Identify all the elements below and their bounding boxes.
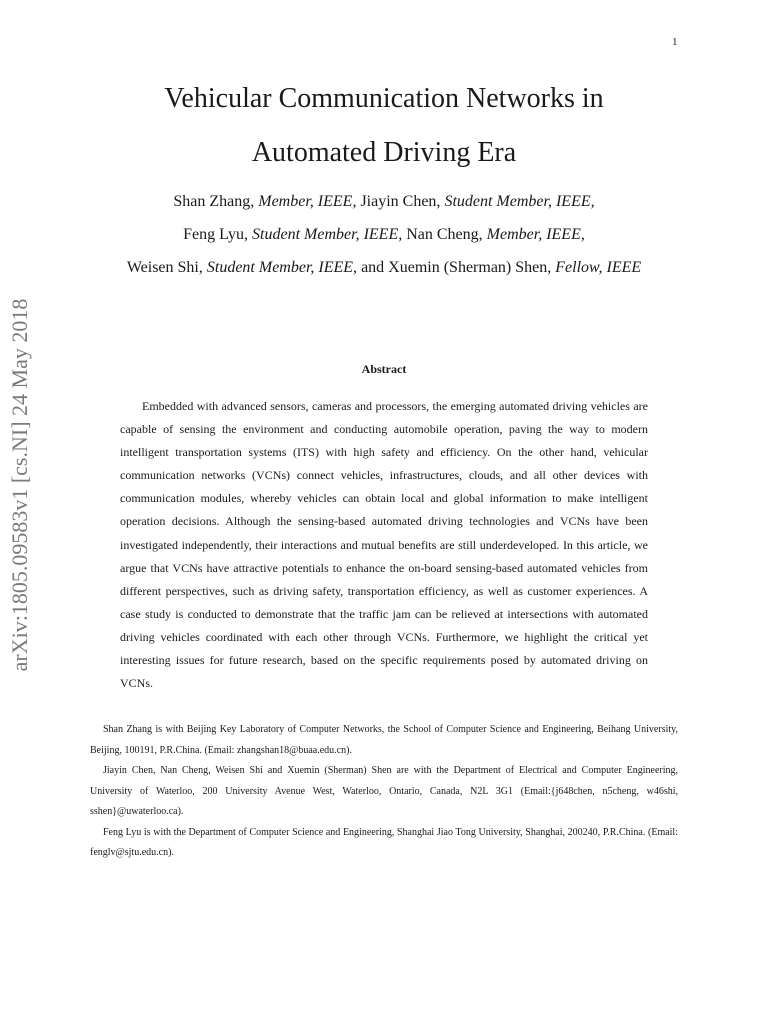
author-block (0, 185, 768, 284)
author-membership: Student Member, IEEE, (206, 259, 358, 276)
page-number: 1 (672, 36, 678, 48)
author-line-1 (0, 185, 768, 218)
abstract-text: Embedded with advanced sensors, cameras and processors, the emerging automated driving vehicles are capable of sensing the environment and conducting automobile operation, paving the way to modern intelligent transportation systems (ITS) with high safety and efficiency. On the other hand, vehicular communication networks (VCNs) connect vehicles, infrastructures, clouds, and all other devices with communication modules, whereby vehicles can obtain local and global information to make intelligent operation decisions. Although the sensing-based automated driving technologies and VCNs have been investigated independently, their interactions and mutual benefits are still underdeveloped. In this article, we argue that VCNs have attractive potentials to enhance the on-board sensing-based automated vehicles from different perspectives, such as driving safety, transportation efficiency, as well as customer experiences. A case study is conducted to demonstrate that the traffic jam can be relieved at intersections with automated driving vehicles coordinated with each other through VCNs. Furthermore, we highlight the critical yet interesting issues for future research, based on the specific requirements posed by automated driving on VCNs. (120, 399, 648, 691)
affiliation-footnotes (90, 720, 678, 864)
arxiv-identifier-stamp: arXiv:1805.09583v1 [cs.NI] 24 May 2018 (7, 298, 32, 672)
author-membership: Member, IEEE, (258, 193, 357, 210)
author-name: Feng Lyu, (183, 226, 253, 243)
author-name: and Xuemin (Sherman) Shen, (357, 259, 556, 276)
title-line-2: Automated Driving Era (251, 137, 517, 168)
author-line-2 (0, 218, 768, 251)
author-name: Shan Zhang, (173, 193, 259, 210)
footnote-affiliation: Jiayin Chen, Nan Cheng, Weisen Shi and Xuemin (Sherman) Shen are with the Department of Electrical and Computer Engineering, University of Waterloo, 200 University Avenue West, Waterloo, Ontario, Canada, N2L 3G1 (Email:{j648chen, n5cheng, w46shi, sshen}@uwaterloo.ca). (90, 765, 678, 817)
paper-title (0, 72, 768, 180)
footnote-affiliation: Shan Zhang is with Beijing Key Laboratory of Computer Networks, the School of Computer Science and Engineering, Beihang University, Beijing, 100191, P.R.China. (Email: zhangshan18@buaa.edu.cn). (90, 724, 678, 756)
author-membership: Fellow, IEEE (555, 259, 642, 276)
author-membership: Student Member, IEEE, (252, 226, 403, 243)
author-line-3 (0, 251, 768, 284)
footnote-affiliation: Feng Lyu is with the Department of Computer Science and Engineering, Shanghai Jiao Tong University, Shanghai, 200240, P.R.China. (Email: fenglv@sjtu.edu.cn). (90, 826, 678, 858)
author-name: Nan Cheng, (402, 226, 487, 243)
author-name: Weisen Shi, (126, 259, 207, 276)
author-membership: Member, IEEE, (486, 226, 585, 243)
author-name: Jiayin Chen, (356, 193, 445, 210)
title-line-1: Vehicular Communication Networks in (164, 83, 604, 114)
author-membership: Student Member, IEEE, (444, 193, 595, 210)
abstract-heading: Abstract (361, 362, 407, 376)
